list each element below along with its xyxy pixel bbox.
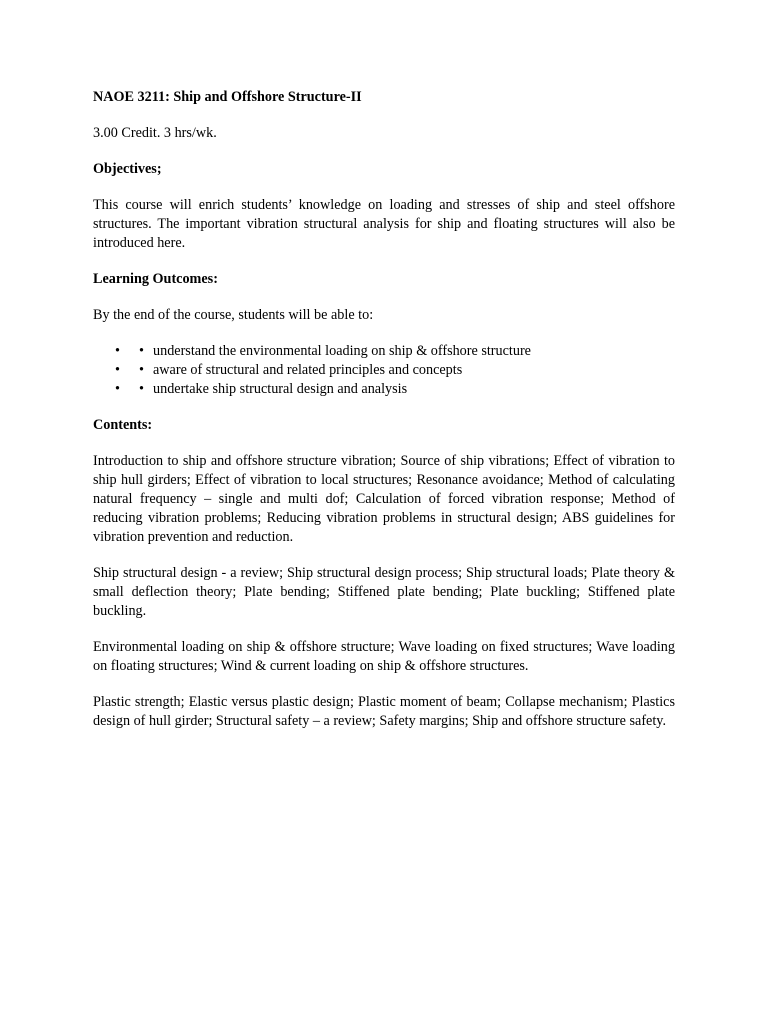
objectives-heading: Objectives; (93, 161, 162, 177)
bullet-outer: • (115, 343, 120, 359)
document-page (93, 88, 675, 748)
list-item (93, 380, 675, 399)
objectives-text: This course will enrich students’ knowledge on loading and stresses of ship and steel offshore structures. The important vibration structural analysis for ship and floating structures will also be introduced here. (93, 197, 675, 251)
learning-outcomes-heading: Learning Outcomes: (93, 271, 218, 287)
course-credit: 3.00 Credit. 3 hrs/wk. (93, 125, 217, 141)
learning-outcomes-intro: By the end of the course, students will be able to: (93, 307, 374, 323)
course-title: NAOE 3211: Ship and Offshore Structure-II (93, 89, 362, 105)
list-item (93, 342, 675, 361)
contents-paragraph-vibration: Introduction to ship and offshore structure vibration; Source of ship vibrations; Effect of vibration to ship hull girders; Effect of vibration to local structures; Resonance avoidance; Method of calculating natural frequency – single and multi dof; Calculation of forced vibration response; Method of reducing vibration problems; Reducing vibration problems in structural design; ABS guidelines for vibration prevention and reduction. (93, 453, 675, 545)
contents-paragraph-environmental-loading: Environmental loading on ship & offshore structure; Wave loading on fixed structures; Wave loading on floating structures; Wind & current loading on ship & offshore structures. (93, 639, 675, 674)
outcomes-list (93, 342, 675, 399)
bullet-inner: • (139, 381, 144, 397)
contents-heading: Contents: (93, 417, 153, 433)
contents-paragraph-structural-design: Ship structural design - a review; Ship structural design process; Ship structural loads; Plate theory & small deflection theory; Plate bending; Stiffened plate bending; Plate buckling; Stiffened plate buckling. (93, 565, 675, 619)
outcome-text: aware of structural and related principles and concepts (153, 362, 463, 378)
list-item (93, 361, 675, 380)
outcome-text: undertake ship structural design and analysis (153, 381, 408, 397)
outcome-text: understand the environmental loading on ship & offshore structure (153, 343, 531, 359)
bullet-inner: • (139, 343, 144, 359)
bullet-outer: • (115, 381, 120, 397)
contents-paragraph-plastic-strength: Plastic strength; Elastic versus plastic design; Plastic moment of beam; Collapse mechanism; Plastics design of hull girder; Structural safety – a review; Safety margins; Ship and offshore structure safety. (93, 694, 675, 729)
bullet-inner: • (139, 362, 144, 378)
bullet-outer: • (115, 362, 120, 378)
